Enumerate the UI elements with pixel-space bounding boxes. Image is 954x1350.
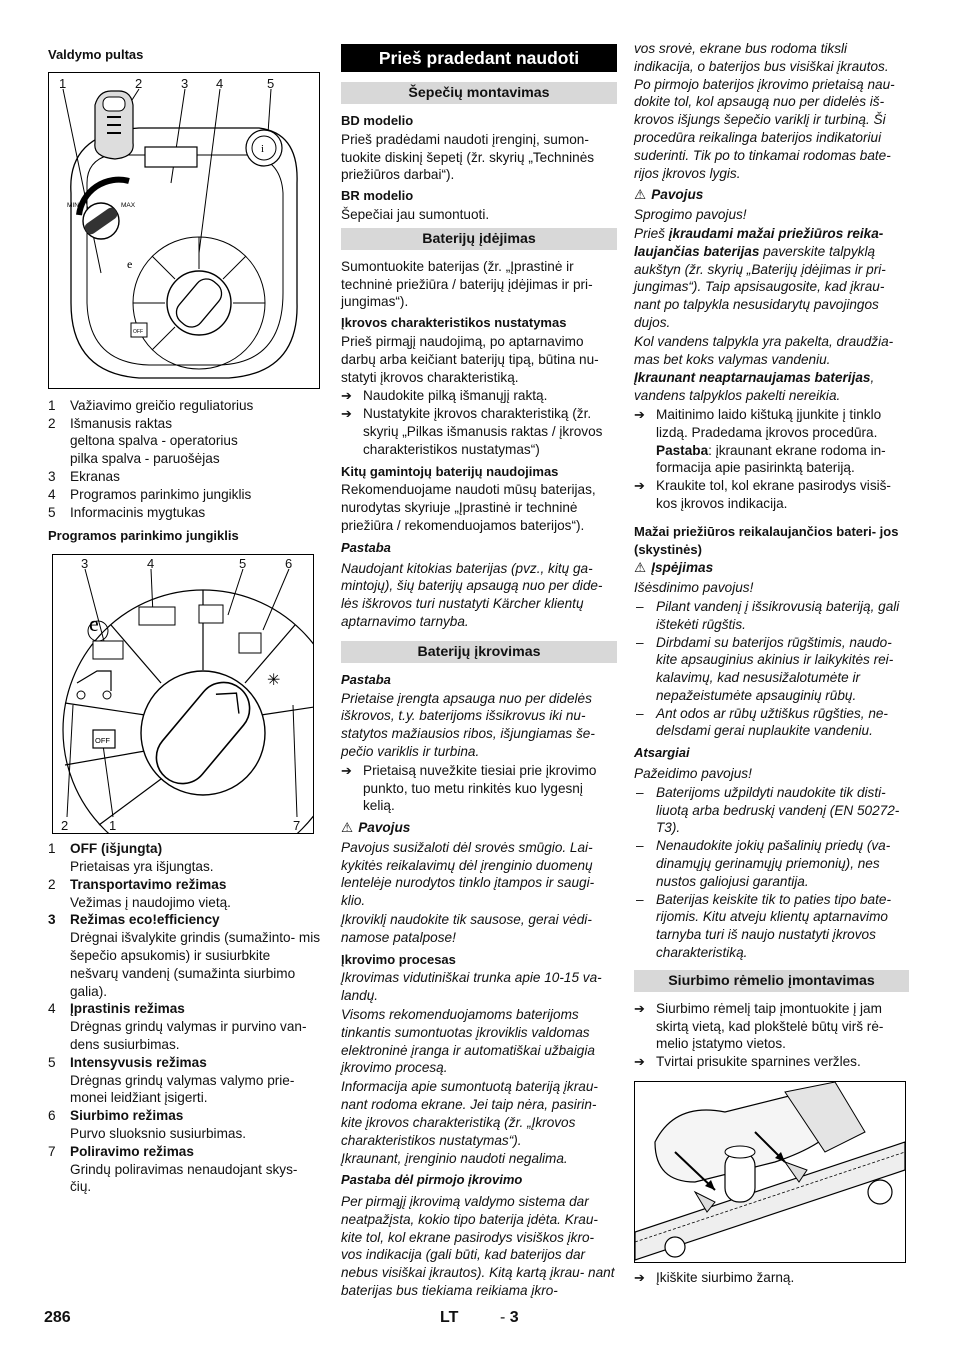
caution-item: – Baterijas keiskite tik to paties tipo bate- rijomis. Kitu atveju klientų aptarnavimo tarnyba turi iš naujo nustatyti įkrovos charakteristiką. <box>634 891 909 962</box>
warning-triangle-icon: ⚠ <box>634 187 647 203</box>
legend-row: 1 Važiavimo greičio reguliatorius <box>48 397 254 413</box>
battery-insertion-text: Sumontuokite baterijas (žr. „Įprastinė ir techninė priežiūra / baterijų įdėjimas ir pri- jungimas“). <box>341 258 593 310</box>
column-2 <box>341 44 617 1301</box>
charging-process-text-3: Informacija apie sumontuotą bateriją įkrau- nant rodoma ekrane. Jei taip nėra, pasirin- kite įkrovos charakteristiką (žr. „Įkrovos charakteristikos nustatymas“). <box>341 1079 598 1148</box>
column-3 <box>634 40 909 1287</box>
charging-process-text-1: Įkrovimas vidutiniškai trunka apie 10-15 va- landų. <box>341 970 602 1004</box>
legend-row: 3 Ekranas <box>48 468 120 484</box>
legend-row-off: 1 OFF (išjungta) Prietaisas yra išjungtas. <box>48 841 214 874</box>
program-switch-title: Programos parinkimo jungiklis <box>48 528 239 544</box>
program-switch-drawing <box>53 555 313 833</box>
program-switch-legend <box>48 840 322 1196</box>
charge-characteristic-text: Prieš pirmąjį naudojimą, po aptarnavimo darbų arba keičiant baterijų tipą, būtina nu- statyti įkrovos charakteristiką. <box>341 333 599 385</box>
squeegee-drawing <box>635 1082 905 1262</box>
legend-row-transport: 2 Transportavimo režimas Vežimas į naudojimo vietą. <box>48 876 231 910</box>
section-page: - 3 <box>500 1309 519 1326</box>
charge-step-2: ➔ Nustatykite įkrovos charakteristiką (žr. skyrių „Pilkas išmanusis raktas / įkrovos charakteristikos nustatymas“) <box>341 405 617 458</box>
fig1-label-2: 2 <box>135 75 143 91</box>
language-code: LT <box>440 1309 459 1326</box>
tilt-tank-instruction: Prieš įkraudami mažai priežiūros reika- laujančias baterijas paverskite talpyklą aukštyn (žr. skyrių „Baterijų įdėjimas ir pri- jungimas“). Taip apsisaugosite, kad įkrau- nant po talpykla nesusidarytų pavojingos dujos. <box>634 225 886 330</box>
first-charge-heading: Pastaba dėl pirmojo įkrovimo <box>341 1172 523 1188</box>
br-model-heading: BR modelio <box>341 188 414 204</box>
section-brush-mounting: Šepečių montavimas <box>341 82 617 104</box>
squeegee-step-3: ➔ Įkiškite siurbimo žarną. <box>634 1269 909 1287</box>
svg-text:e: e <box>127 256 133 271</box>
maintenance-free-note: Įkraunant neaptarnaujamas baterijas, vandens talpyklos pakelti nereikia. <box>634 370 875 404</box>
plug-in-step: ➔ Maitinimo laido kištuką įjunkite į tinklo lizdą. Pradedama įkrovos procedūra. Pastaba: įkraunant ekrane rodoma in- formacija apie pasirinktą bateriją. <box>634 406 909 477</box>
warning-triangle-icon: ⚠ <box>634 560 647 576</box>
fig2-label-4: 4 <box>147 556 155 572</box>
note-2-heading: Pastaba <box>341 671 391 687</box>
warning-item: – Pilant vandenį į išsikrovusią bateriją, gali ištekėti rūgštis. <box>634 598 909 634</box>
svg-text:e: e <box>89 611 99 637</box>
charging-process-text-2: Visoms rekomenduojamoms baterijoms tinkantis sumontuotas įkroviklis valdomas elektroninė įranga ir automatiškai užbaigia įkrovimo procesą. <box>341 1007 595 1076</box>
control-panel-drawing <box>49 73 319 388</box>
explosion-danger: Sprogimo pavojus! <box>634 207 747 223</box>
bd-model-heading: BD modelio <box>341 113 414 128</box>
caution-heading: Atsargiai <box>634 745 690 761</box>
svg-text:i: i <box>261 142 265 155</box>
fig2-label-6: 6 <box>285 556 293 572</box>
first-charge-continued: vos srovė, ekrane bus rodoma tiksli indikacija, o baterijos bus visiškai įkrautos. Po pirmojo baterijos įkrovimo prietaisą nau- dokite tol, kol apsaugą nuo per didelės iš- krovos išjungs šepečio variklį ir turbiną. Ši procedūra reikalinga baterijos indikatoriui suderinti. Tik po to tinkamai rodomas bate- rijos įkrovos lygis. <box>634 41 895 181</box>
damage-danger: Pažeidimo pavojus! <box>634 766 752 782</box>
caution-item: – Nenaudokite jokių pašalinių priedų (va- dinamųjų gerinamųjų priemonių), nes nustos galiojusi garantija. <box>634 837 909 890</box>
warning-heading: ⚠ Įspėjimas <box>634 560 714 576</box>
caution-item: – Baterijoms užpildyti naudokite tik disti- liuotą arba bedruskį vandenį (EN 50272-T3). <box>634 784 909 837</box>
section-squeegee-mounting: Siurbimo rėmelio įmontavimas <box>634 970 909 992</box>
note-1-heading: Pastaba <box>341 539 391 555</box>
note-2-text: Prietaise įrengta apsauga nuo per didelės iškrovos, t.y. baterijoms išsikrovus iki nu- statytos mažiausios ribos, išjungiamas še- pečio variklis ir turbina. <box>341 690 595 759</box>
squeegee-step-2: ➔ Tvirtai prisukite sparnines veržles. <box>634 1053 909 1071</box>
warning-item: – Ant odos ar rūbų užtiškus rūgšties, ne- delsdami gerai nuplaukite vandeniu. <box>634 705 909 741</box>
note-1-text: Naudojant kitokias baterijas (pvz., kitų ga- mintojų), šių baterijų apsaugą nuo per dide- lės iškrovos turi nustatyti Kärcher klientų aptarnavimo tarnyba. <box>341 560 603 629</box>
charge-drive-step: ➔ Prietaisą nuvežkite tiesiai prie įkrovimo punkto, tuo metu rinkitės kuo lygesnį kelią. <box>341 762 617 815</box>
warning-item: – Dirbdami su baterijos rūgštimis, naudo- kite apsauginius akinius ir laikykitės rei- kalavimų, kad nesusižalotumėte ir nepažeistumėte apsauginių rūbų. <box>634 634 909 705</box>
charge-step-1: ➔ Naudokite pilką išmanųjį raktą. <box>341 387 617 405</box>
squeegee-figure <box>634 1081 906 1263</box>
legend-row: geltona spalva - operatorius <box>70 433 238 449</box>
legend-row-suction: 6 Siurbimo režimas Purvo sluoksnio susiurbimas. <box>48 1108 247 1141</box>
legend-row-eco: 3 Režimas eco!efficiency Drėgnai išvalykite grindis (sumažinto- mis šepečio apsukomis) ir susiurbkite nešvarų vandenį (sumažinta siurbimo galia). <box>48 912 321 999</box>
no-water-cleaning: Kol vandens talpykla yra pakelta, draudžia- mas bet koks valymas vandeniu. <box>634 333 894 367</box>
min-label: MIN <box>67 201 79 209</box>
control-panel-legend <box>48 397 322 522</box>
fig2-label-2: 2 <box>61 818 69 834</box>
legend-row-intensive: 5 Intensyvusis režimas Drėgnas grindų valymas valymo prie- monei leidžiant įsigerti. <box>48 1054 295 1106</box>
section-battery-charging: Baterijų įkrovimas <box>341 641 617 663</box>
charging-process-heading: Įkrovimo procesas <box>341 951 456 967</box>
legend-row-normal: 4 Įprastinis režimas Drėgnas grindų valymas ir purvino van- dens susiurbimas. <box>48 1001 307 1052</box>
other-batteries-heading: Kitų gamintojų baterijų naudojimas <box>341 463 559 479</box>
br-model-text: Šepečiai jau sumontuoti. <box>341 206 490 222</box>
fig1-label-1: 1 <box>59 75 67 91</box>
legend-row: pilka spalva - paruošėjas <box>70 451 220 467</box>
section-battery-insertion: Baterijų įdėjimas <box>341 228 617 250</box>
other-batteries-text: Rekomenduojame naudoti mūsų baterijas, nurodytas skyriuje „Įprastinė ir techninė priežiūra / rekomenduojamos baterijos“). <box>341 482 596 533</box>
danger-text-1: Pavojus susižaloti dėl srovės smūgio. Lai- kykitės reikalavimų dėl įrenginio duomenų lentelėje nurodytos tinklo įtampos ir saugi- klio. <box>341 839 595 909</box>
fig1-label-3: 3 <box>181 75 189 91</box>
low-maintenance-heading: Mažai priežiūros reikalaujančios bateri- jos (skystinės) <box>634 523 899 557</box>
bd-model-text: Prieš pradėdami naudoti įrenginį, sumon- tuokite diskinį šepetį (žr. skyrių „Techninės priežiūros darbai“). <box>341 131 595 183</box>
fig2-label-7: 7 <box>293 818 301 834</box>
legend-row: 4 Programos parinkimo jungiklis <box>48 486 252 502</box>
charging-process-text-4: Įkraunant, įrenginio naudoti negalima. <box>341 1151 568 1167</box>
danger-heading: ⚠ Pavojus <box>341 820 411 836</box>
control-panel-figure <box>48 72 320 389</box>
program-switch-figure <box>52 554 314 834</box>
fig2-off-label: OFF <box>95 736 110 746</box>
max-label: MAX <box>121 201 136 209</box>
warning-triangle-icon: ⚠ <box>341 820 354 836</box>
legend-row: 5 Informacinis mygtukas <box>48 504 206 520</box>
danger-heading-2: ⚠ Pavojus <box>634 187 704 203</box>
fig2-label-1: 1 <box>109 818 117 834</box>
danger-text-2: Įkroviklį naudokite tik sausose, gerai vėdi- namose patalpose! <box>341 912 592 945</box>
fig1-label-4: 4 <box>216 75 224 91</box>
main-heading: Prieš pradedant naudoti <box>341 44 617 72</box>
charge-characteristic-heading: Įkrovos charakteristikos nustatymas <box>341 315 567 331</box>
fig2-label-3: 3 <box>81 556 89 572</box>
column-1 <box>48 44 322 1196</box>
legend-row-polish: 7 Poliravimo režimas Grindų poliravimas nenaudojant skys- čių. <box>48 1143 298 1195</box>
charge-until-full-step: ➔ Kraukite tol, kol ekrane pasirodys visiš- kos įkrovos indikacija. <box>634 477 909 513</box>
panel-title: Valdymo pultas <box>48 47 144 62</box>
fig1-off-label: OFF <box>133 328 143 335</box>
corrosion-danger: Išėsdinimo pavojus! <box>634 580 754 596</box>
fig1-label-5: 5 <box>267 75 275 91</box>
page-number: 286 <box>44 1309 71 1326</box>
squeegee-step-1: ➔ Siurbimo rėmelį taip įmontuokite į jam skirtą vietą, kad plokštelė būtų virš rė- melio įstatymo vietos. <box>634 1000 909 1053</box>
legend-row: 2 Išmanusis raktas <box>48 415 172 431</box>
svg-text:✳: ✳ <box>267 672 281 690</box>
first-charge-text: Per pirmąjį įkrovimą valdymo sistema dar neatpažįsta, kokio tipo baterija įdėta. Krau- kite tol, kol ekrane pasirodys visiškos įkro- vos indikacija (gali būti, kad baterijos dar nebus visiškai įkrautos). Kitą kartą įkrau- nant baterijas bus tiekiama reikiama įkro- <box>341 1194 615 1299</box>
fig2-label-5: 5 <box>239 556 247 572</box>
